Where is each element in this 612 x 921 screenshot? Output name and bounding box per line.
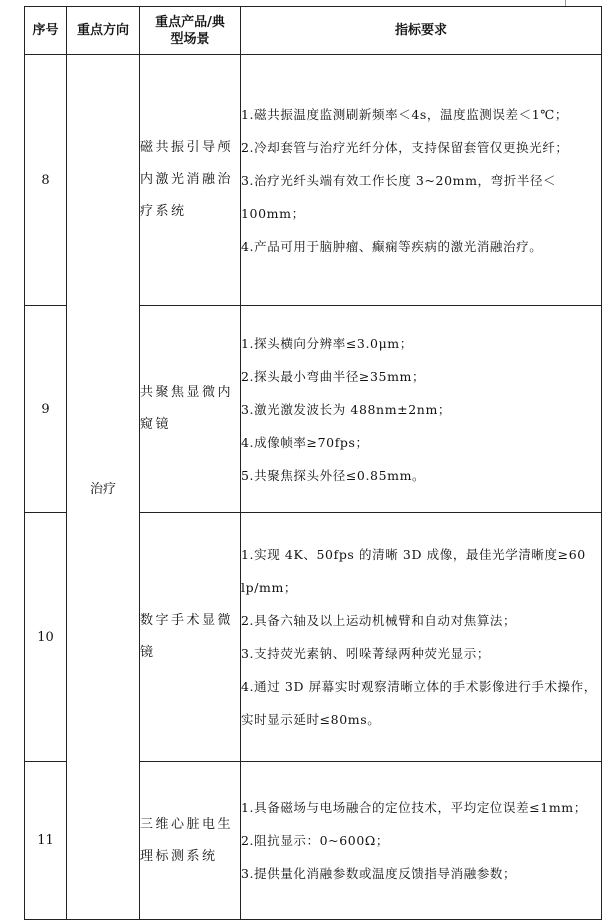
requirement-item: 4.成像帧率≥70fps； (241, 434, 369, 450)
spec-table (24, 6, 602, 920)
requirement-item: 3.治疗光纤头端有效工作长度 3~20mm，弯折半径＜100mm； (241, 172, 557, 221)
requirements-cell (241, 55, 602, 306)
table-header-row (25, 7, 602, 55)
row-number: 8 (25, 55, 67, 306)
requirement-item: 2.冷却套管与治疗光纤分体，支持保留套管仅更换光纤； (241, 139, 569, 155)
requirement-item: 2.具备六轴及以上运动机械臂和自动对焦算法； (241, 613, 517, 628)
requirement-item: 3.激光激发波长为 488nm±2nm； (241, 401, 451, 417)
header-product: 重点产品/典型场景 (140, 7, 241, 55)
product-cell: 磁共振引导颅内激光消融治疗系统 (140, 55, 241, 306)
requirements-cell (241, 306, 602, 513)
requirement-item: 2.探头最小弯曲半径≥35mm； (241, 368, 426, 384)
requirement-item: 1.具备磁场与电场融合的定位技术，平均定位误差≤1mm； (241, 800, 587, 815)
requirement-item: 1.磁共振温度监测刷新频率＜4s，温度监测误差＜1℃； (241, 106, 568, 122)
requirement-item: 4.产品可用于脑肿瘤、癫痫等疾病的激光消融治疗。 (241, 238, 543, 254)
row-number: 11 (25, 762, 67, 920)
row-number: 9 (25, 306, 67, 513)
product-cell: 共聚焦显微内窥镜 (140, 306, 241, 513)
row-number: 10 (25, 513, 67, 762)
product-cell: 数字手术显微镜 (140, 513, 241, 762)
requirement-item: 1.实现 4K、50fps 的清晰 3D 成像，最佳光学清晰度≥60 lp/mm； (241, 547, 586, 595)
requirements-cell (241, 762, 602, 920)
direction-cell: 治疗 (67, 55, 140, 920)
requirement-item: 4.通过 3D 屏幕实时观察清晰立体的手术影像进行手术操作，实时显示延时≤80ms。 (241, 679, 597, 727)
requirement-item: 5.共聚焦探头外径≤0.85mm。 (241, 467, 426, 483)
requirements-cell (241, 513, 602, 762)
table-row (25, 55, 602, 306)
header-no: 序号 (25, 7, 67, 55)
document-page (24, 6, 601, 920)
requirement-item: 3.支持荧光素钠、吲哚菁绿两种荧光显示； (241, 646, 490, 661)
product-cell: 三维心脏电生理标测系统 (140, 762, 241, 920)
header-direction: 重点方向 (67, 7, 140, 55)
requirement-item: 1.探头横向分辨率≤3.0μm； (241, 335, 413, 351)
requirement-item: 3.提供量化消融参数或温度反馈指导消融参数； (241, 866, 517, 881)
header-requirements: 指标要求 (241, 7, 602, 55)
requirement-item: 2.阻抗显示：0~600Ω； (241, 833, 389, 848)
